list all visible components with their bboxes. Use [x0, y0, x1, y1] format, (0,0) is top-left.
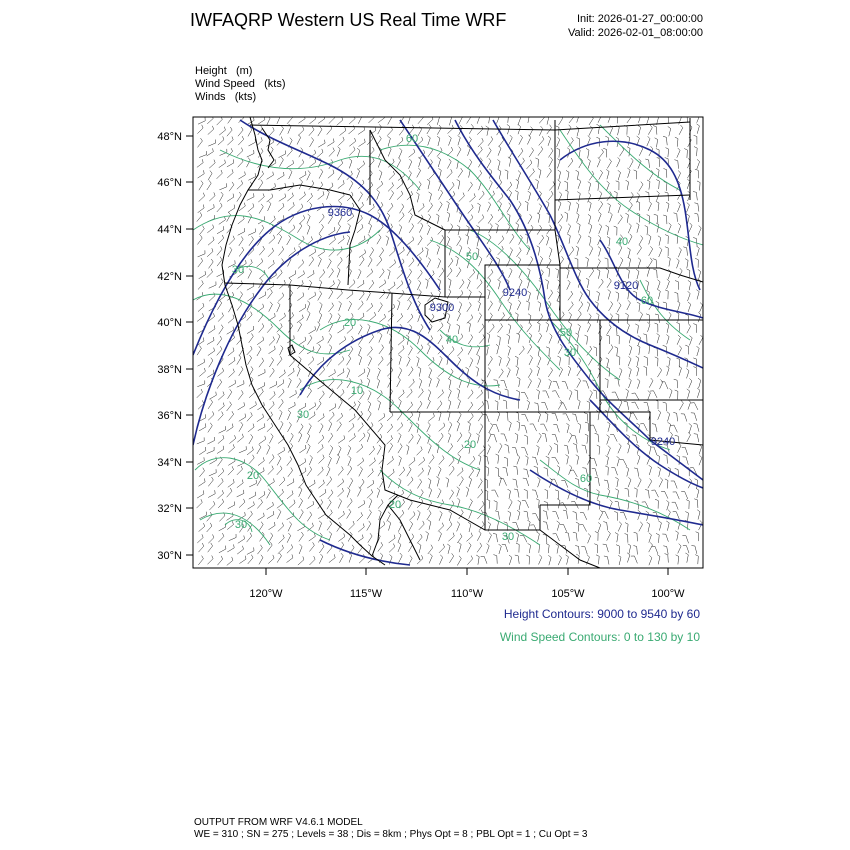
plot-title: IWFAQRP Western US Real Time WRF	[190, 10, 507, 30]
lat-tick-label: 44°N	[157, 224, 182, 236]
wind-contour-label: 60	[405, 133, 419, 145]
lon-ticks	[266, 568, 668, 575]
lat-tick-label: 30°N	[157, 550, 182, 562]
wind-contour-label: 50	[465, 251, 479, 263]
lat-tick-label: 38°N	[157, 364, 182, 376]
lon-tick-label: 110°W	[450, 588, 484, 600]
init-time: Init: 2026-01-27_00:00:00	[577, 13, 703, 25]
wind-contour-label: 30	[234, 519, 248, 531]
wind-speed-contour-legend: Wind Speed Contours: 0 to 130 by 10	[499, 630, 700, 644]
lat-tick-label: 34°N	[157, 457, 182, 469]
lat-tick-label: 32°N	[157, 503, 182, 515]
lon-tick-label: 100°W	[651, 588, 685, 600]
wind-contour-label: 10	[350, 385, 364, 397]
model-output-footer: OUTPUT FROM WRF V4.6.1 MODEL	[194, 817, 363, 828]
wind-contour-label: 60	[640, 295, 654, 307]
wind-contour-label: 40	[615, 236, 629, 248]
height-contour-legend: Height Contours: 9000 to 9540 by 60	[503, 607, 700, 621]
wind-contour-label: 30	[296, 409, 310, 421]
lon-tick-label: 120°W	[249, 588, 283, 600]
field-label-wind-speed: Wind Speed (kts)	[195, 78, 286, 90]
field-label-winds: Winds (kts)	[195, 91, 257, 103]
height-contour-label: 9300	[429, 302, 455, 314]
height-contour-label: 9360	[327, 207, 353, 219]
lat-tick-label: 40°N	[157, 317, 182, 329]
lon-tick-label: 115°W	[349, 588, 383, 600]
lat-tick-label: 46°N	[157, 177, 182, 189]
model-config-footer: WE = 310 ; SN = 275 ; Levels = 38 ; Dis = 8km ; Phys Opt = 8 ; PBL Opt = 1 ; Cu Opt = 3	[194, 829, 588, 840]
height-contour-label: 9120	[613, 280, 639, 292]
wind-contour-label: 30	[501, 531, 515, 543]
wind-contour-label: 60	[579, 473, 593, 485]
wind-contour-label: 50	[559, 327, 573, 339]
lat-ticks	[186, 136, 193, 555]
lat-tick-label: 36°N	[157, 410, 182, 422]
wind-contour-label: 40	[445, 334, 459, 346]
field-label-height: Height (m)	[195, 65, 253, 77]
wind-contour-label: 20	[246, 470, 260, 482]
lat-tick-label: 48°N	[157, 131, 182, 143]
wind-contour-label: 20	[388, 499, 402, 511]
wind-contour-label: 20	[463, 439, 477, 451]
lat-tick-label: 42°N	[157, 271, 182, 283]
height-contour-label: 9240	[502, 287, 528, 299]
valid-time: Valid: 2026-02-01_08:00:00	[568, 27, 703, 39]
wind-contour-label: 30	[563, 347, 577, 359]
wind-contour-label: 30	[231, 264, 245, 276]
lon-tick-label: 105°W	[551, 588, 585, 600]
wind-contour-label: 20	[343, 317, 357, 329]
height-contour-label: 9240	[650, 436, 676, 448]
